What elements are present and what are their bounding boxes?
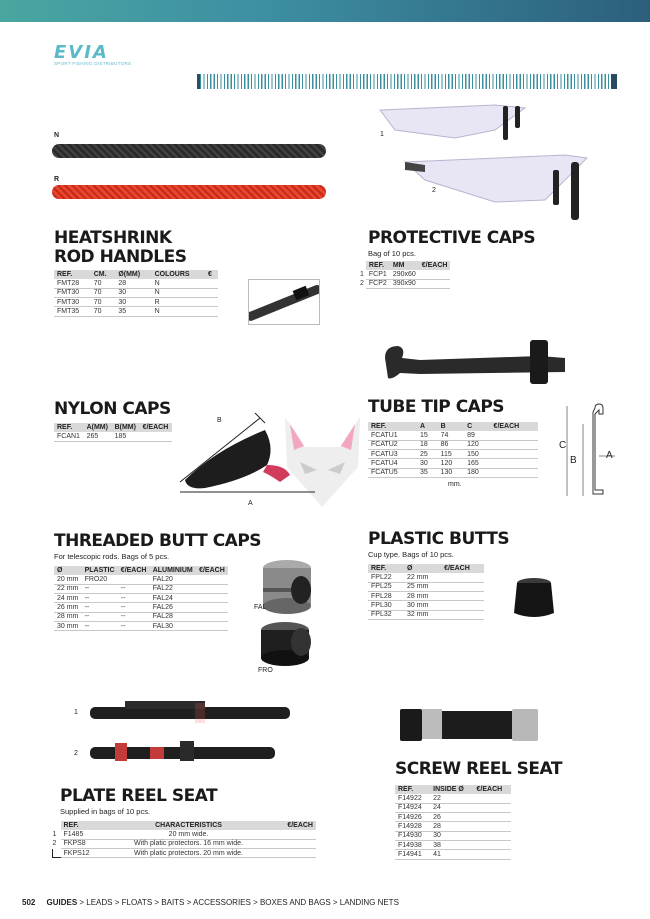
table-row: 1 F1485 20 mm wide. [53,830,317,839]
tubetip-dim-c: C [559,440,567,451]
grip-label-n: N [54,132,60,139]
table-row: 1 FCP1 290x60 [360,270,450,279]
black-grip-image [52,144,326,158]
table-row: FPL25 25 mm [368,582,484,591]
nylon-dim-a: A [248,500,253,507]
butt-caps-image [255,558,330,678]
table-row: FCATU1 15 74 89 [368,431,538,440]
plasticbutts-table [368,564,484,620]
col-ref: REF. [54,423,84,432]
col-a: A(MM) [84,423,112,432]
tube-tip-diagram [555,402,625,502]
col-aluminium: ALUMINIUM [150,566,196,575]
col-ref: REF. [54,270,91,279]
col-ref: REF. [368,564,404,573]
brand-tagline: SPORT FISHING DISTRIBUTORS [54,61,132,66]
table-row: 2 FCP2 390x90 [360,279,450,288]
protective-section [360,228,536,289]
table-row: FCAN1 265 185 [54,432,172,441]
table-row: F14922 22 [395,794,511,803]
threaded-section [54,532,261,631]
decorative-ruler [197,74,617,89]
table-row: 2 FKPS8 With platic protectors. 16 mm wide. [53,839,317,848]
table-row: FKPS12 With platic protectors. 20 mm wide. [53,849,317,858]
tubetip-dim-b: B [570,455,577,466]
nylon-dim-b: B [217,417,222,424]
heatshrink-title-line2: ROD HANDLES [54,247,187,267]
protective-image-num-2: 2 [432,187,436,194]
table-row: FMT35 70 35 N [54,307,218,316]
plasticbutts-subtitle: Cup type. Bags of 10 pcs. [368,550,454,559]
table-row: FCATU2 18 86 120 [368,440,538,449]
col-plastic: PLASTIC [82,566,118,575]
col-price: €/EACH [271,821,316,830]
table-row: F14926 26 [395,813,511,822]
table-row: FPL30 30 mm [368,601,484,610]
protective-table [360,261,450,289]
table-row: 30 mm -- -- FAL30 [54,621,228,630]
col-cm: CM. [91,270,116,279]
col-inside-diameter: INSIDE Ø [430,785,473,794]
col-price: €/EACH [441,564,484,573]
table-row: FMT28 70 28 N [54,279,218,288]
ruler-end-cap [611,74,617,89]
butt-cap-label-fal: FAL [254,604,267,611]
col-diameter: Ø(MM) [115,270,151,279]
red-grip-image [52,185,326,199]
tubetip-unit: mm. [448,480,462,488]
table-row: FMT30 70 30 N [54,288,218,297]
threaded-title: THREADED BUTT CAPS [54,531,262,551]
brand-logo [54,42,131,66]
plate-reel-seat-image [70,697,300,777]
screwreel-table [395,785,511,860]
table-row: FCATU3 25 115 150 [368,450,538,459]
table-row: 20 mm FRO20 FAL20 [54,575,228,584]
nylon-section [54,400,172,442]
protective-title: PROTECTIVE CAPS [368,228,536,248]
col-mm: MM [390,261,419,270]
table-row: FCATU5 35 130 180 [368,468,538,477]
brand-name: EVIA [54,42,109,63]
footer-nav [22,898,399,907]
table-row: F14941 41 [395,850,511,859]
col-ref: REF. [368,422,417,431]
col-a: A [417,422,438,431]
col-b: B [438,422,464,431]
heatshrink-section [54,229,218,317]
plastic-butt-image [510,575,560,625]
table-row: 28 mm -- -- FAL28 [54,612,228,621]
tubetip-title: TUBE TIP CAPS [368,397,505,417]
table-row: FPL32 32 mm [368,610,484,619]
heatshrink-table [54,270,218,317]
page-number: 502 [22,898,36,907]
table-row: F14938 38 [395,840,511,849]
screwreel-title: SCREW REEL SEAT [395,759,562,779]
nylon-title: NYLON CAPS [54,399,171,419]
platereel-subtitle: Supplied in bags of 10 pcs. [60,807,151,816]
protective-image-num-1: 1 [380,131,384,138]
table-row: FCATU4 30 120 165 [368,459,538,468]
table-row: 26 mm -- -- FAL26 [54,603,228,612]
grip-label-r: R [54,176,60,183]
col-ref: REF. [395,785,430,794]
col-diameter: Ø [54,566,82,575]
nylon-cap-image [175,410,325,510]
protective-subtitle: Bag of 10 pcs. [368,249,416,258]
plasticbutts-title: PLASTIC BUTTS [368,529,510,549]
plate-reel-num-1: 1 [74,709,78,716]
butt-cap-label-fro: FRO [258,667,273,674]
plate-reel-num-2: 2 [74,750,78,757]
tube-tip-cap-image [380,338,570,388]
tubetip-section [368,398,538,488]
threaded-subtitle: For telescopic rods. Bags of 5 pcs. [54,552,170,561]
platereel-section [52,786,316,858]
col-price: €/EACH [474,785,511,794]
col-price: €/EACH [140,423,172,432]
plasticbutts-section [368,530,509,620]
protective-caps-image [375,100,615,220]
col-b: B(MM) [112,423,140,432]
col-characteristics: CHARACTERISTICS [106,821,270,830]
platereel-title: PLATE REEL SEAT [60,786,218,806]
table-row: 22 mm -- -- FAL22 [54,584,228,593]
table-row: F14930 30 [395,831,511,840]
platereel-table [52,821,316,858]
col-price: €/EACH [419,261,451,270]
grip-detail-inset [248,279,320,325]
tubetip-table [368,422,538,478]
col-diameter: Ø [404,564,441,573]
col-ref: REF. [61,821,107,830]
col-price-plastic: €/EACH [118,566,150,575]
screw-reel-seat-image [395,703,545,748]
footer-current-section: GUIDES [46,898,78,907]
threaded-table [54,566,228,631]
col-ref: REF. [366,261,390,270]
top-banner [0,0,650,22]
nylon-table [54,423,172,442]
heatshrink-title-line1: HEATSHRINK [54,228,172,248]
table-row: FMT30 70 30 R [54,298,218,307]
col-price: € [205,270,218,279]
table-row: 24 mm -- -- FAL24 [54,594,228,603]
table-row: F14924 24 [395,803,511,812]
col-colours: COLOURS [152,270,205,279]
table-row: FPL28 28 mm [368,592,484,601]
footer-breadcrumb: > LEADS > FLOATS > BAITS > ACCESSORIES > BOXES AND BAGS > LANDING NETS [77,898,399,907]
table-row: F14928 28 [395,822,511,831]
col-c: C [464,422,490,431]
col-price: €/EACH [491,422,538,431]
tubetip-dim-a: A [606,450,613,461]
col-price-aluminium: €/EACH [196,566,228,575]
screwreel-section [395,760,562,860]
table-row: FPL22 22 mm [368,573,484,582]
